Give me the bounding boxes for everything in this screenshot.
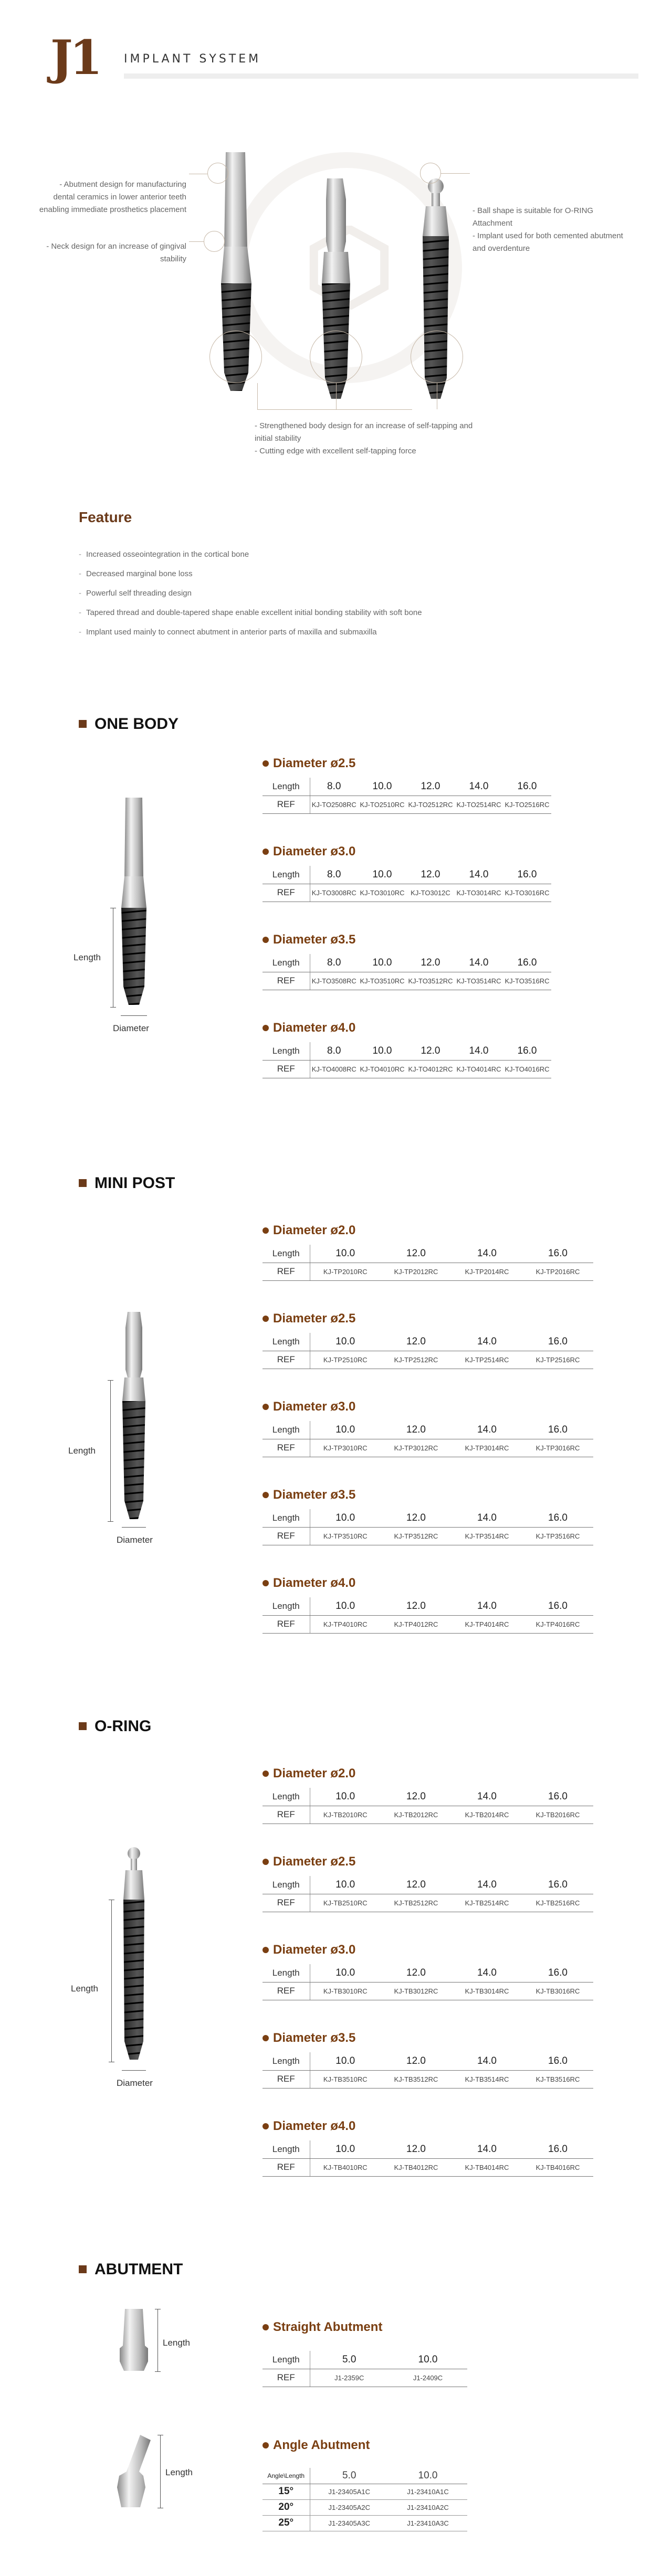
length-cell: 16.0 <box>522 2052 593 2070</box>
ref-cell: KJ-TB2016RC <box>522 1806 593 1824</box>
brand-logo: J1 <box>50 30 100 86</box>
length-cell: 16.0 <box>503 778 551 796</box>
o-ring-table-d20 <box>262 1766 593 1824</box>
angle-abutment-image <box>113 2435 160 2508</box>
diameter-heading: Diameter ø3.5 <box>262 2030 593 2046</box>
length-cell: 12.0 <box>406 1042 455 1060</box>
ref-cell: KJ-TO3512RC <box>406 972 455 990</box>
ref-cell: KJ-TO3010RC <box>358 884 406 902</box>
ref-header: REF <box>262 1351 310 1369</box>
length-cell: 14.0 <box>452 2052 522 2070</box>
spec-table <box>262 2052 593 2089</box>
diameter-heading: Diameter ø2.5 <box>262 1854 593 1870</box>
ref-header: REF <box>262 1263 310 1280</box>
length-dimension <box>111 1900 112 2062</box>
length-cell: 8.0 <box>310 866 358 884</box>
ref-cell: KJ-TB4014RC <box>452 2158 522 2176</box>
ref-cell: KJ-TB3516RC <box>522 2070 593 2088</box>
ref-cell: KJ-TB4010RC <box>310 2158 381 2176</box>
diameter-dimension <box>121 1015 147 1016</box>
ref-cell: KJ-TP2512RC <box>381 1351 452 1369</box>
feature-item: - Powerful self threading design <box>79 584 604 603</box>
ref-cell: KJ-TO2516RC <box>503 796 551 813</box>
o-ring-table-d35 <box>262 2030 593 2089</box>
ref-header: REF <box>262 972 310 990</box>
ref-cell: KJ-TO3014RC <box>455 884 503 902</box>
page-header <box>50 31 638 84</box>
spec-table <box>262 2468 467 2531</box>
callout-circle <box>209 331 262 383</box>
ref-cell: KJ-TB2516RC <box>522 1894 593 1912</box>
ref-cell: KJ-TB3014RC <box>452 1982 522 2000</box>
leader-line <box>257 409 412 410</box>
length-cell: 5.0 <box>310 2468 388 2484</box>
length-cell: 16.0 <box>522 1597 593 1615</box>
ref-cell: J1-2409C <box>388 2369 467 2387</box>
diameter-dimension <box>122 1527 146 1528</box>
one-body-table-d35 <box>262 932 551 990</box>
diameter-heading: Diameter ø2.0 <box>262 1223 593 1238</box>
ref-header: REF <box>262 1527 310 1545</box>
feature-section <box>79 509 604 642</box>
spec-table <box>262 778 551 814</box>
ref-cell: KJ-TP2516RC <box>522 1351 593 1369</box>
ref-cell: KJ-TP4016RC <box>522 1615 593 1633</box>
angle-abutment-heading: Angle Abutment <box>262 2437 467 2453</box>
ref-cell: J1-2359C <box>310 2369 388 2387</box>
system-title: IMPLANT SYSTEM <box>124 52 261 66</box>
length-header: Length <box>262 778 310 796</box>
length-cell: 16.0 <box>503 954 551 972</box>
length-cell: 16.0 <box>522 1421 593 1439</box>
length-cell: 10.0 <box>388 2468 467 2484</box>
o-ring-table-d25 <box>262 1854 593 1912</box>
ref-cell: KJ-TB3510RC <box>310 2070 381 2088</box>
mini-post-title: MINI POST <box>79 1173 175 1194</box>
length-cell: 12.0 <box>406 866 455 884</box>
length-cell: 12.0 <box>381 1964 452 1982</box>
ref-header: REF <box>262 1806 310 1824</box>
ref-header: REF <box>262 884 310 902</box>
spec-table <box>262 1042 551 1078</box>
length-cell: 10.0 <box>358 778 406 796</box>
ref-cell: J1-23410A2C <box>388 2499 467 2515</box>
spec-table <box>262 1597 593 1634</box>
diameter-label: Diameter <box>113 1023 149 1033</box>
ref-cell: KJ-TB3512RC <box>381 2070 452 2088</box>
ref-cell: KJ-TP3512RC <box>381 1527 452 1545</box>
ref-cell: KJ-TO4012RC <box>406 1060 455 1078</box>
length-label: Length <box>165 2467 193 2477</box>
mini-post-table-d40 <box>262 1575 593 1634</box>
ref-cell: KJ-TP2510RC <box>310 1351 381 1369</box>
diameter-heading: Diameter ø4.0 <box>262 2118 593 2134</box>
ref-cell: J1-23405A1C <box>310 2484 388 2499</box>
length-cell: 16.0 <box>522 1509 593 1527</box>
callout-circle <box>310 331 362 383</box>
length-cell: 16.0 <box>522 1333 593 1351</box>
length-cell: 14.0 <box>452 1333 522 1351</box>
length-cell: 10.0 <box>310 1876 381 1894</box>
ref-cell: KJ-TP2016RC <box>522 1263 593 1280</box>
ref-cell: KJ-TB2012RC <box>381 1806 452 1824</box>
length-cell: 12.0 <box>381 1509 452 1527</box>
length-cell: 10.0 <box>310 1421 381 1439</box>
length-cell: 14.0 <box>452 1509 522 1527</box>
leader-line <box>189 241 204 242</box>
ref-cell: KJ-TB3012RC <box>381 1982 452 2000</box>
length-cell: 14.0 <box>452 2140 522 2158</box>
diameter-label: Diameter <box>117 2078 153 2088</box>
length-cell: 10.0 <box>310 1333 381 1351</box>
ref-cell: KJ-TO3016RC <box>503 884 551 902</box>
header-rule <box>124 73 638 79</box>
length-cell: 8.0 <box>310 778 358 796</box>
one-body-title: ONE BODY <box>79 714 178 735</box>
ref-cell: KJ-TB4012RC <box>381 2158 452 2176</box>
spec-table <box>262 2351 467 2387</box>
length-cell: 8.0 <box>310 1042 358 1060</box>
length-cell: 16.0 <box>522 1876 593 1894</box>
length-cell: 10.0 <box>388 2351 467 2369</box>
o-ring-table-d40 <box>262 2118 593 2177</box>
ref-header: REF <box>262 2070 310 2088</box>
ref-cell: KJ-TB2010RC <box>310 1806 381 1824</box>
ref-cell: KJ-TB2512RC <box>381 1894 452 1912</box>
angle-abutment-table <box>262 2437 467 2531</box>
length-header: Length <box>262 866 310 884</box>
diameter-heading: Diameter ø3.0 <box>262 1399 593 1415</box>
length-cell: 12.0 <box>381 2140 452 2158</box>
length-cell: 12.0 <box>381 1876 452 1894</box>
ref-cell: KJ-TB2510RC <box>310 1894 381 1912</box>
diameter-heading: Diameter ø3.5 <box>262 1487 593 1503</box>
straight-abutment-table <box>262 2319 467 2387</box>
diameter-heading: Diameter ø3.5 <box>262 932 551 948</box>
feature-item: - Tapered thread and double-tapered shape enable excellent initial bonding stability with soft bone <box>79 603 604 622</box>
length-header: Length <box>262 954 310 972</box>
spec-table <box>262 1788 593 1824</box>
length-cell: 16.0 <box>522 2140 593 2158</box>
o-ring-title: O-RING <box>79 1716 151 1737</box>
length-cell: 14.0 <box>455 778 503 796</box>
ref-header: REF <box>262 1894 310 1912</box>
length-cell: 10.0 <box>358 954 406 972</box>
ref-cell: KJ-TO2508RC <box>310 796 358 813</box>
ref-cell: J1-23405A3C <box>310 2515 388 2531</box>
length-cell: 12.0 <box>381 1245 452 1263</box>
length-cell: 10.0 <box>310 1509 381 1527</box>
ref-header: REF <box>262 2158 310 2176</box>
angle-cell: 20° <box>262 2499 310 2515</box>
ref-cell: KJ-TO2514RC <box>455 796 503 813</box>
length-cell: 16.0 <box>522 1788 593 1806</box>
ref-cell: KJ-TP3016RC <box>522 1439 593 1457</box>
ref-cell: KJ-TP4010RC <box>310 1615 381 1633</box>
length-cell: 14.0 <box>452 1245 522 1263</box>
ref-cell: KJ-TO2510RC <box>358 796 406 813</box>
ref-cell: KJ-TO3514RC <box>455 972 503 990</box>
ref-header: REF <box>262 1439 310 1457</box>
callout-circle <box>411 331 463 383</box>
length-cell: 12.0 <box>381 1788 452 1806</box>
length-cell: 14.0 <box>455 1042 503 1060</box>
length-label: Length <box>163 2338 190 2348</box>
ref-cell: KJ-TB2014RC <box>452 1806 522 1824</box>
length-header: Length <box>262 1964 310 1982</box>
spec-table <box>262 1245 593 1281</box>
o-ring-table-d30 <box>262 1942 593 2000</box>
ref-header: REF <box>262 796 310 813</box>
spec-table <box>262 1421 593 1457</box>
length-cell: 12.0 <box>406 954 455 972</box>
ref-cell: J1-23410A1C <box>388 2484 467 2499</box>
ref-cell: J1-23405A2C <box>310 2499 388 2515</box>
spec-table <box>262 1964 593 2000</box>
abutment-title: ABUTMENT <box>79 2259 183 2280</box>
length-cell: 14.0 <box>452 1876 522 1894</box>
angle-cell: 15° <box>262 2484 310 2499</box>
diameter-heading: Diameter ø3.0 <box>262 844 551 860</box>
ref-cell: KJ-TO3516RC <box>503 972 551 990</box>
length-cell: 10.0 <box>310 1964 381 1982</box>
mini-post-table-d30 <box>262 1399 593 1457</box>
length-cell: 12.0 <box>381 2052 452 2070</box>
spec-table <box>262 1509 593 1545</box>
spec-table <box>262 1333 593 1369</box>
spec-table <box>262 2140 593 2177</box>
leader-line <box>336 383 337 409</box>
length-label: Length <box>68 1446 96 1456</box>
ref-cell: KJ-TO4016RC <box>503 1060 551 1078</box>
length-cell: 14.0 <box>452 1788 522 1806</box>
ref-cell: KJ-TO4014RC <box>455 1060 503 1078</box>
ref-cell: KJ-TO3012C <box>406 884 455 902</box>
abutment-note: - Abutment design for manufacturing dental ceramics in lower anterior teeth enabling immediate prosthetics placement <box>39 180 186 214</box>
straight-abutment-heading: Straight Abutment <box>262 2319 467 2335</box>
ref-cell: KJ-TB3514RC <box>452 2070 522 2088</box>
length-cell: 10.0 <box>310 1788 381 1806</box>
length-cell: 10.0 <box>358 866 406 884</box>
straight-abutment-image <box>116 2309 152 2372</box>
length-cell: 16.0 <box>522 1245 593 1263</box>
ref-cell: KJ-TP2012RC <box>381 1263 452 1280</box>
neck-note: - Neck design for an increase of gingival stability <box>46 242 186 263</box>
length-header: Length <box>262 1876 310 1894</box>
ref-cell: KJ-TP2010RC <box>310 1263 381 1280</box>
length-cell: 16.0 <box>503 1042 551 1060</box>
ref-cell: KJ-TP3514RC <box>452 1527 522 1545</box>
ref-cell: KJ-TP3010RC <box>310 1439 381 1457</box>
o-ring-product-image <box>118 1847 150 2062</box>
ref-header: REF <box>262 1615 310 1633</box>
length-header: Length <box>262 1042 310 1060</box>
spec-table <box>262 866 551 902</box>
ref-cell: KJ-TO3008RC <box>310 884 358 902</box>
length-label: Length <box>74 952 101 962</box>
length-cell: 5.0 <box>310 2351 388 2369</box>
length-header: Length <box>262 2052 310 2070</box>
ref-cell: KJ-TO3508RC <box>310 972 358 990</box>
length-cell: 14.0 <box>455 866 503 884</box>
ref-cell: KJ-TP4014RC <box>452 1615 522 1633</box>
ref-cell: KJ-TO4010RC <box>358 1060 406 1078</box>
feature-item: - Implant used mainly to connect abutment in anterior parts of maxilla and submaxilla <box>79 622 604 642</box>
length-cell: 16.0 <box>503 866 551 884</box>
length-cell: 8.0 <box>310 954 358 972</box>
length-header: Length <box>262 2140 310 2158</box>
diameter-label: Diameter <box>117 1535 153 1545</box>
mini-post-table-d25 <box>262 1311 593 1369</box>
length-cell: 14.0 <box>452 1421 522 1439</box>
ref-cell: KJ-TP2014RC <box>452 1263 522 1280</box>
length-cell: 10.0 <box>310 2140 381 2158</box>
length-cell: 10.0 <box>358 1042 406 1060</box>
cutting-edge-note: - Cutting edge with excellent self-tapping force <box>255 447 416 455</box>
length-header: Length <box>262 2351 310 2369</box>
angle-length-header: Angle\Length <box>262 2468 310 2484</box>
length-header: Length <box>262 1421 310 1439</box>
length-cell: 10.0 <box>310 1245 381 1263</box>
ref-cell: KJ-TB2514RC <box>452 1894 522 1912</box>
length-cell: 12.0 <box>381 1333 452 1351</box>
feature-list <box>79 545 604 642</box>
feature-item: - Decreased marginal bone loss <box>79 564 604 584</box>
callout-circle <box>204 231 225 252</box>
diameter-heading: Diameter ø2.0 <box>262 1766 593 1782</box>
length-header: Length <box>262 1333 310 1351</box>
one-body-table-d40 <box>262 1020 551 1078</box>
length-header: Length <box>262 1788 310 1806</box>
length-cell: 14.0 <box>452 1597 522 1615</box>
cemented-note: - Implant used for both cemented abutment and overdenture <box>472 231 623 253</box>
ref-header: REF <box>262 2369 310 2387</box>
length-label: Length <box>71 1984 98 1994</box>
diameter-dimension <box>122 2070 146 2071</box>
spec-table <box>262 1876 593 1912</box>
length-cell: 10.0 <box>310 2052 381 2070</box>
one-body-product-image <box>118 798 150 1008</box>
ref-cell: KJ-TB3016RC <box>522 1982 593 2000</box>
diameter-heading: Diameter ø2.5 <box>262 756 551 771</box>
ref-cell: J1-23410A3C <box>388 2515 467 2531</box>
feature-title: Feature <box>79 509 132 525</box>
length-dimension <box>110 1380 111 1522</box>
ref-header: REF <box>262 1060 310 1078</box>
ref-cell: KJ-TP4012RC <box>381 1615 452 1633</box>
callout-circle <box>207 163 228 184</box>
hero-illustration <box>0 136 672 493</box>
diameter-heading: Diameter ø3.0 <box>262 1942 593 1958</box>
ref-cell: KJ-TO3510RC <box>358 972 406 990</box>
length-header: Length <box>262 1509 310 1527</box>
length-cell: 10.0 <box>310 1597 381 1615</box>
ref-cell: KJ-TB3010RC <box>310 1982 381 2000</box>
leader-line <box>257 383 258 409</box>
length-dimension <box>160 2435 161 2508</box>
ref-cell: KJ-TP3516RC <box>522 1527 593 1545</box>
ref-cell: KJ-TB4016RC <box>522 2158 593 2176</box>
one-body-table-d30 <box>262 844 551 902</box>
diameter-heading: Diameter ø4.0 <box>262 1575 593 1591</box>
mini-post-table-d20 <box>262 1223 593 1281</box>
diameter-heading: Diameter ø4.0 <box>262 1020 551 1036</box>
spec-table <box>262 954 551 990</box>
length-cell: 12.0 <box>381 1597 452 1615</box>
one-body-table-d25 <box>262 756 551 814</box>
length-cell: 14.0 <box>452 1964 522 1982</box>
ref-cell: KJ-TP3510RC <box>310 1527 381 1545</box>
length-header: Length <box>262 1245 310 1263</box>
feature-item: - Increased osseointegration in the cortical bone <box>79 545 604 564</box>
ref-cell: KJ-TP3012RC <box>381 1439 452 1457</box>
length-cell: 14.0 <box>455 954 503 972</box>
ref-cell: KJ-TO2512RC <box>406 796 455 813</box>
leader-line <box>441 173 470 174</box>
callout-circle <box>420 163 441 184</box>
ball-shape-note: - Ball shape is suitable for O-RING Attachment <box>472 206 594 228</box>
mini-post-table-d35 <box>262 1487 593 1545</box>
length-cell: 12.0 <box>381 1421 452 1439</box>
ref-cell: KJ-TP2514RC <box>452 1351 522 1369</box>
body-design-note: - Strengthened body design for an increase of self-tapping and initial stability <box>255 421 473 443</box>
length-cell: 16.0 <box>522 1964 593 1982</box>
mini-post-product-image <box>118 1312 150 1522</box>
ref-cell: KJ-TP3014RC <box>452 1439 522 1457</box>
ref-cell: KJ-TO4008RC <box>310 1060 358 1078</box>
length-cell: 12.0 <box>406 778 455 796</box>
length-header: Length <box>262 1597 310 1615</box>
angle-cell: 25° <box>262 2515 310 2531</box>
ref-header: REF <box>262 1982 310 2000</box>
diameter-heading: Diameter ø2.5 <box>262 1311 593 1327</box>
